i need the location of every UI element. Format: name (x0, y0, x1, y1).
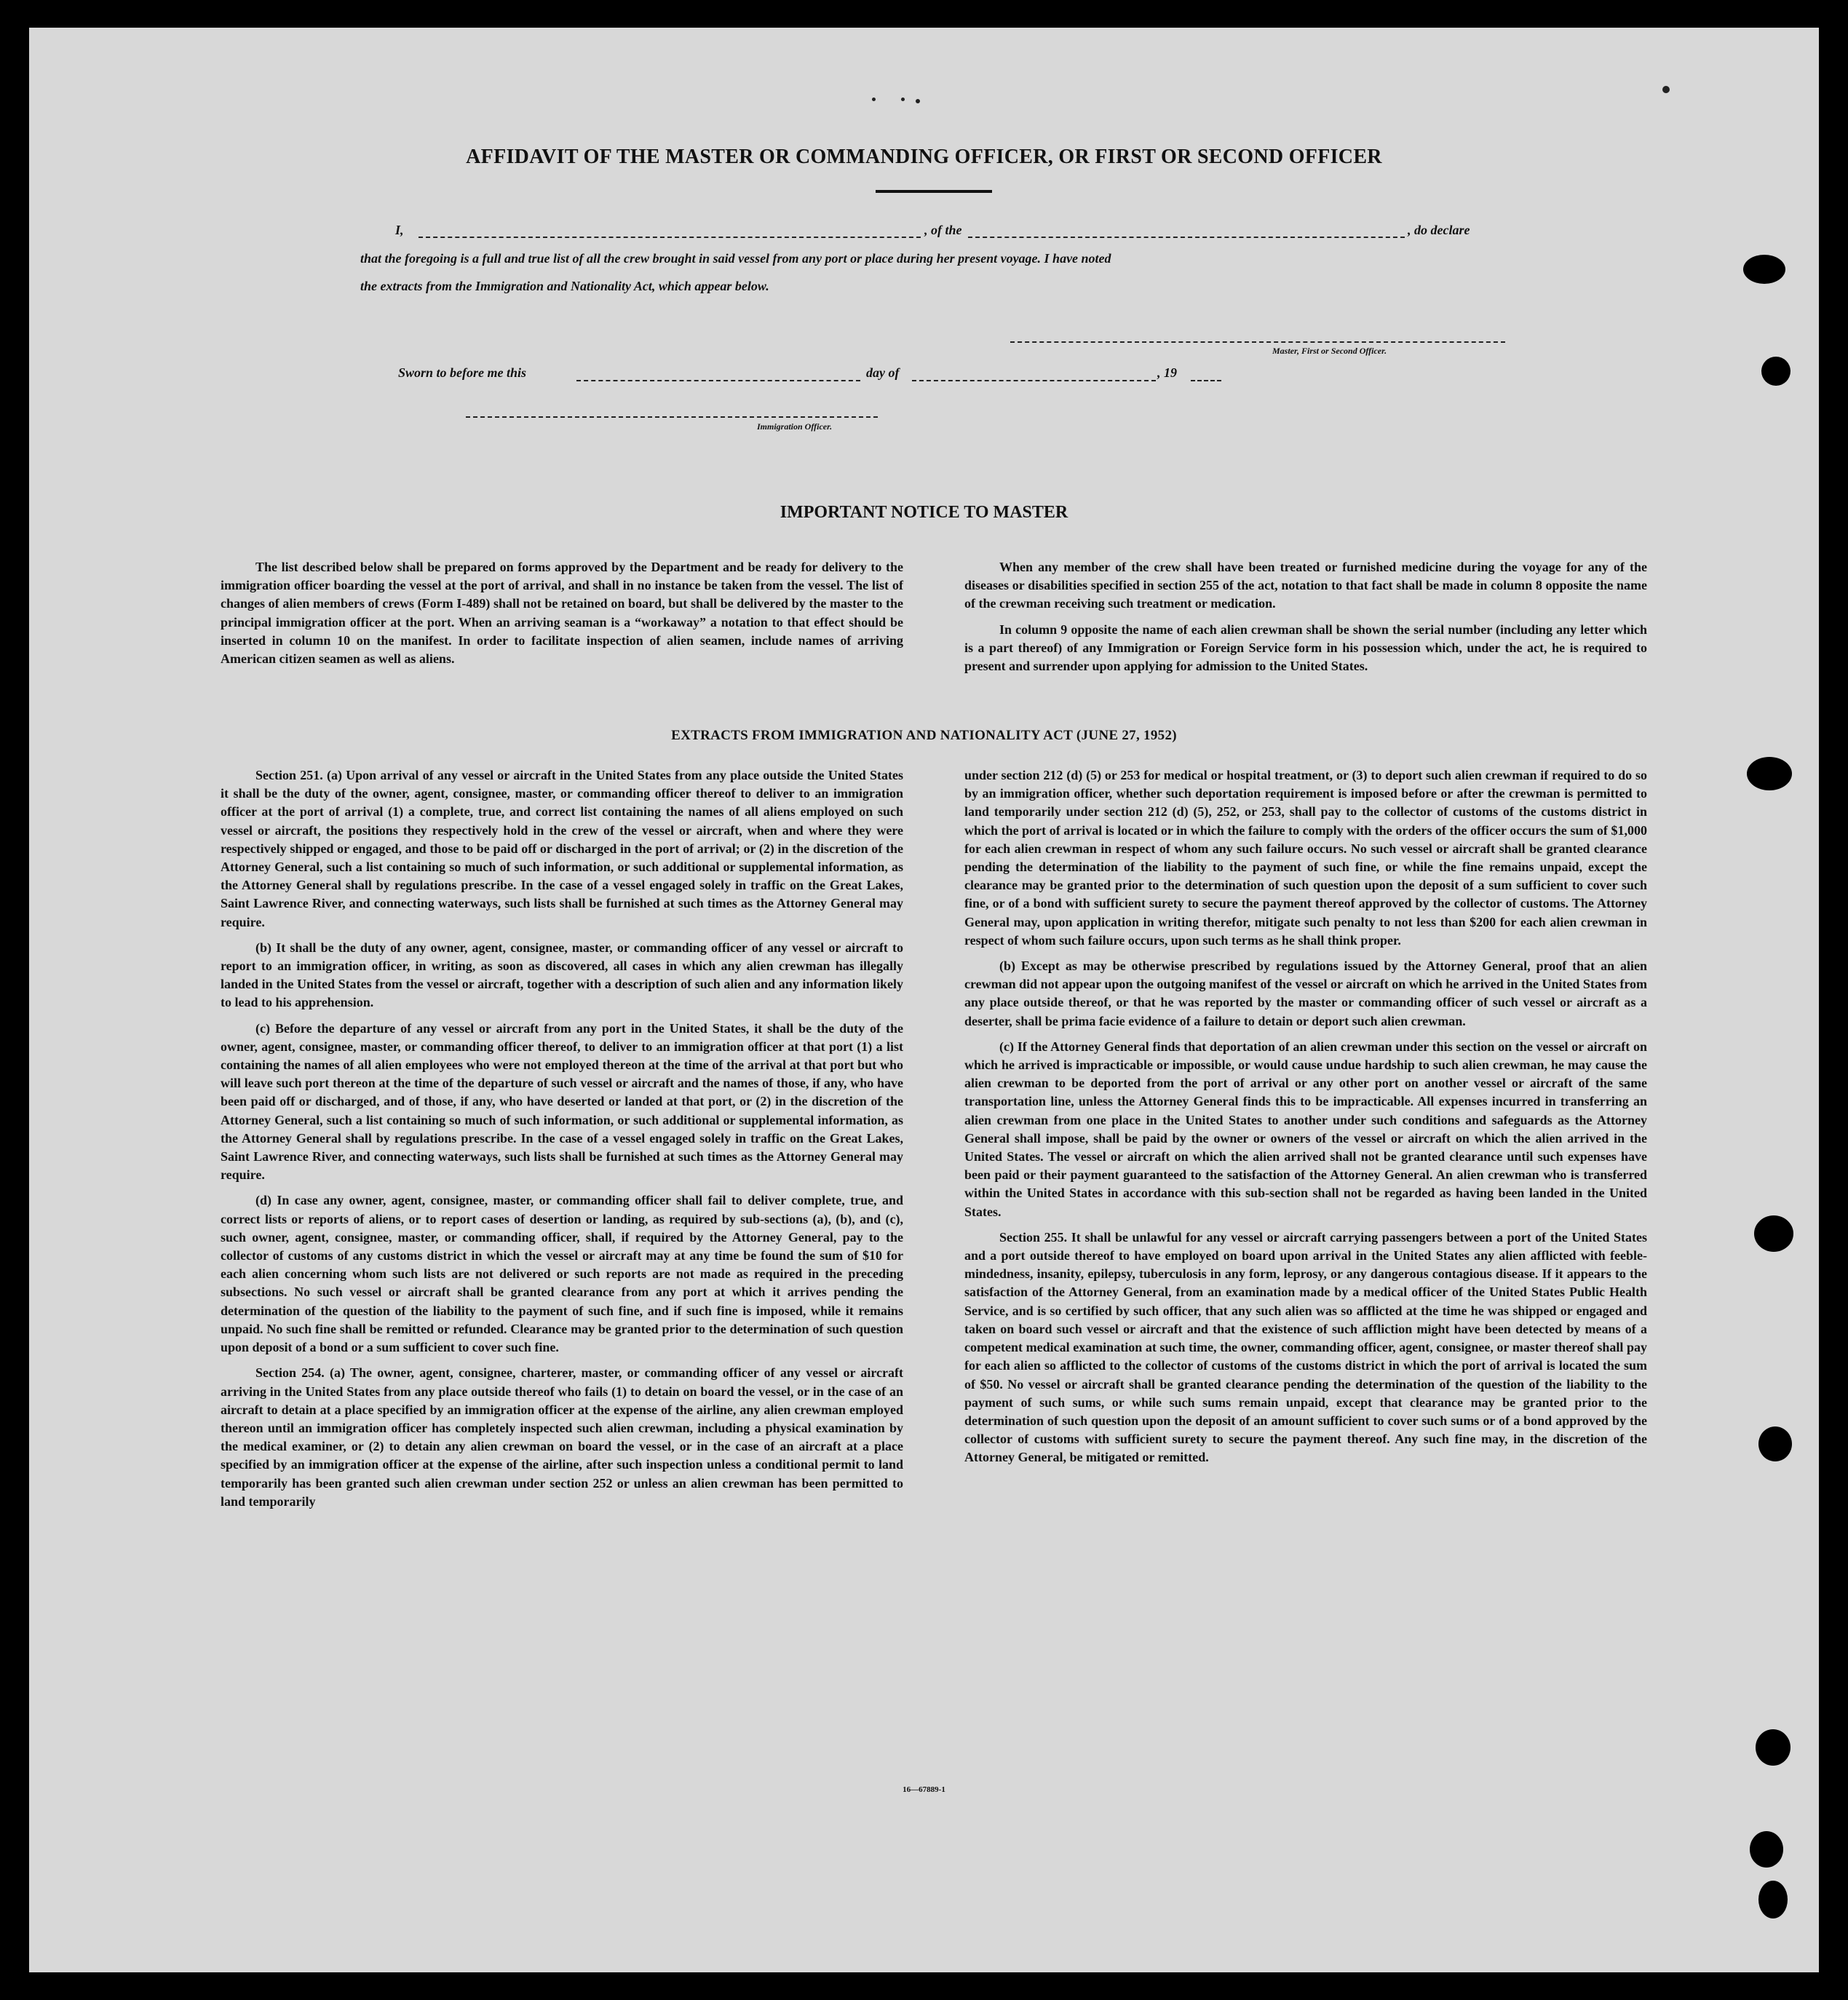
sworn-month-blank[interactable] (912, 380, 1156, 381)
scan-speck (872, 98, 876, 101)
do-declare-label: , do declare (1408, 223, 1470, 237)
punch-hole-artifact (1761, 357, 1791, 386)
sworn-day-blank[interactable] (576, 380, 860, 381)
year-label: , 19 (1157, 365, 1177, 380)
of-the-label: , of the (924, 223, 962, 237)
extract-paragraph: (c) Before the departure of any vessel or aircraft from any port in the United States, it shall be the duty of the owner, agent, consignee, master, or commanding officer thereof, to deliver to an immigration officer at that port (1) a list containing the names of all alien employees who were not employed thereon at the time of the arrival at that port but who will leave such port thereon at the time of the departure of such vessel or aircraft and the names of those, if any, who have been paid off or discharged, and of those, if any, who have deserted or landed at that port, or (2) in the discretion of the Attorney General, such a list containing so much of such information, or such additional or supplemental information, as the Attorney General shall by regulations prescribe. In the case of a vessel engaged solely in traffic on the Great Lakes, Saint Lawrence River, and connecting waterways, such lists shall be furnished at such times as the Attorney General may require. (221, 1020, 903, 1183)
affidavit-body-line-2: the extracts from the Immigration and Nationality Act, which appear below. (360, 279, 769, 293)
extract-paragraph: (b) It shall be the duty of any owner, agent, consignee, master, or commanding officer of any vessel or aircraft to report to an immigration officer, in writing, as soon as discovered, all cases in which any alien crewman has illegally landed in the United States from the vessel or aircraft, together with a description of such alien and any information likely to lead to his apprehension. (221, 940, 903, 1010)
notice-left-column (221, 558, 903, 668)
document-page (29, 28, 1819, 1972)
scan-speck (916, 99, 920, 103)
extracts-heading: EXTRACTS FROM IMMIGRATION AND NATIONALITY ACT (JUNE 27, 1952) (671, 728, 1177, 743)
vessel-blank[interactable] (968, 237, 1405, 238)
officer-caption: Immigration Officer. (757, 421, 833, 432)
punch-hole-artifact (1747, 757, 1792, 790)
extract-paragraph: Section 254. (a) The owner, agent, consignee, charterer, master, or commanding officer of any vessel or aircraft arriving in the United States from any place outside thereof who fails (1) to detain on board the vessel, or in the case of an aircraft to detain at a place specified by an immigration officer at the expense of the airline, any alien crewman employed thereon until an immigration officer has completely inspected such alien crewman, including a physical examination by the medical examiner, or (2) to detain any alien crewman on board the vessel, or in the case of an aircraft at a place specified by an immigration officer at the expense of the airline, after such inspection unless a conditional permit to land temporarily has been granted such alien crewman under section 252 or unless an alien crewman has been permitted to land temporarily (221, 1365, 903, 1509)
master-caption: Master, First or Second Officer. (1272, 346, 1387, 356)
extract-paragraph: (c) If the Attorney General finds that deportation of an alien crewman under this section on the vessel or aircraft on which he arrived is impracticable or impossible, or would cause undue hardship to such alien crewman, he may cause the alien crewman to be deported from the port of arrival or any other port on another vessel or aircraft of the same transportation line, unless the Attorney General finds this to be impracticable. All expenses incurred in transferring an alien crewman from one place in the United States to another under such conditions and safeguards as the Attorney General shall impose, shall be paid by the owner or owners of the vessel or aircraft on which the alien arrived in the United States. The vessel or aircraft on which the alien arrived shall not be granted clearance until such expenses have been paid or their payment guaranteed to the satisfaction of the Attorney General. An alien crewman who is transferred within the United States in accordance with this sub-section shall not be regarded as having been landed in the United States. (964, 1039, 1647, 1219)
scan-speck (901, 98, 905, 101)
notice-right-paragraph-2: In column 9 opposite the name of each alien crewman shall be shown the serial number (including any letter which is a part thereof) of any Immigration or Foreign Service form in his possession which, under the act, he is required to present and surrender upon applying for admission to the United States. (964, 622, 1647, 674)
affidavit-title: AFFIDAVIT OF THE MASTER OR COMMANDING OFFICER, OR FIRST OR SECOND OFFICER (466, 146, 1382, 168)
day-of-label: day of (866, 365, 900, 380)
affidavit-body-line-1: that the foregoing is a full and true list of all the crew brought in said vessel from any port or place during her present voyage. I have noted (360, 251, 1111, 266)
punch-hole-artifact (1754, 1215, 1793, 1252)
master-signature-blank[interactable] (1010, 341, 1505, 343)
year-blank[interactable] (1191, 380, 1221, 381)
punch-hole-artifact (1758, 1881, 1788, 1918)
punch-hole-artifact (1756, 1729, 1791, 1766)
notice-right-column (964, 558, 1647, 675)
extract-paragraph: Section 251. (a) Upon arrival of any vessel or aircraft in the United States from any place outside the United States it shall be the duty of the owner, agent, consignee, master, or commanding officer thereof to deliver to an immigration officer at the port of arrival (1) a complete, true, and correct list containing the names of all aliens employed on such vessel or aircraft, the positions they respectively hold in the crew of the vessel or aircraft, when and where they were respectively shipped or engaged, and those to be paid off or discharged in the port of arrival; or (2) in the discretion of the Attorney General, such a list containing so much of such information, or such additional or supplemental information, as the Attorney General shall by regulations prescribe. In the case of a vessel engaged solely in traffic on the Great Lakes, Saint Lawrence River, and connecting waterways, such lists shall be furnished at such times as the Attorney General may require. (221, 768, 903, 929)
notice-left-paragraph: The list described below shall be prepared on forms approved by the Department and be ready for delivery to the immigration officer boarding the vessel at the port of arrival, and shall in no instance be taken from the vessel. The list of changes of alien members of crews (Form I-489) shall not be retained on board, but shall be delivered by the master to the principal immigration officer at the port. When an arriving seaman is a “workaway” a notation to that effect should be inserted in column 10 on the manifest. In order to facilitate inspection of alien seamen, include names of arriving American citizen seamen as well as aliens. (221, 560, 903, 667)
extract-paragraph: (d) In case any owner, agent, consignee, master, or commanding officer shall fail to deliver complete, true, and correct lists or reports of aliens, or to report cases of desertion or landing, as required by sub-sections (a), (b), and (c), such owner, agent, consignee, master, or commanding officer, shall, if required by the Attorney General, pay to the collector of customs of any customs district in which the vessel or aircraft may at any time be found the sum of $10 for each alien concerning whom such lists are not delivered or such reports are not made as required in the preceding subsections. No such vessel or aircraft shall be granted clearance from any port at which it arrives pending the determination of the question of the liability to the payment of such fine, and if such fine is imposed, while it remains unpaid. No such fine shall be remitted or refunded. Clearance may be granted prior to the determination of such question upon deposit of a bond or a sum sufficient to cover such fine. (221, 1193, 903, 1355)
punch-hole-artifact (1743, 255, 1785, 284)
sworn-label: Sworn to before me this (398, 365, 527, 380)
extracts-right-column (964, 766, 1647, 1467)
extract-paragraph: under section 212 (d) (5) or 253 for medical or hospital treatment, or (3) to deport such alien crewman if required to do so by an immigration officer, whether such deportation requirement is imposed before or after the crewman is permitted to land temporarily under section 212 (d) (5), 252, or 253, shall pay to the collector of customs of the customs district in which the port of arrival is located or in which the failure to comply with the orders of the officer occurs the sum of $1,000 for each alien crewman in respect of whom any such failure occurs. No such vessel or aircraft shall be granted clearance pending the determination of the liability to the payment of such fine, or while the fine remains unpaid, except the clearance may be granted prior to the determination of such question upon the deposit of a sum sufficient to cover such fine, or of a bond with sufficient surety to secure the payment thereof approved by the collector of customs. The Attorney General may, upon application in writing therefor, mitigate such penalty to not less than $200 for each alien crewman in respect of whom such failure occurs, upon such terms as he shall think proper. (964, 768, 1647, 948)
punch-hole-artifact (1750, 1831, 1783, 1868)
punch-hole-artifact (1758, 1426, 1792, 1461)
extracts-left-column (221, 766, 903, 1511)
form-number: 16—67889-1 (903, 1785, 945, 1794)
name-blank[interactable] (419, 237, 921, 238)
title-underline (876, 190, 992, 193)
notice-heading: IMPORTANT NOTICE TO MASTER (780, 503, 1068, 522)
immigration-officer-signature-blank[interactable] (466, 416, 878, 418)
extract-paragraph: (b) Except as may be otherwise prescribed by regulations issued by the Attorney General, proof that an alien crewman did not appear upon the outgoing manifest of the vessel or aircraft on which he arrived in the United States from any place outside thereof, or that he was reported by the master or commanding officer of such vessel or aircraft as a deserter, shall be prima facie evidence of a failure to detain or deport such alien crewman. (964, 959, 1647, 1028)
i-label: I, (395, 223, 404, 237)
notice-right-paragraph-1: When any member of the crew shall have been treated or furnished medicine during the voyage for any of the diseases or disabilities specified in section 255 of the act, notation to that fact shall be made in column 8 opposite the name of the crewman receiving such treatment or medication. (964, 560, 1647, 611)
scan-speck (1662, 86, 1670, 93)
extract-paragraph: Section 255. It shall be unlawful for any vessel or aircraft carrying passengers between a port of the United States and a port outside thereof to have employed on board upon arrival in the United States any alien afflicted with feeble-mindedness, insanity, epilepsy, tuberculosis in any form, leprosy, or any dangerous contagious disease. If it appears to the satisfaction of the Attorney General, from an examination made by a medical officer of the United States Public Health Service, and is so certified by such officer, that any such alien was so afflicted at the time he was shipped or engaged and taken on board such vessel or aircraft and that the existence of such affliction might have been detected by means of a competent medical examination at such time, the owner, commanding officer, agent, consignee, or master thereof shall pay for each alien so afflicted to the collector of customs of the customs district in which the port of arrival is located the sum of $50. No vessel or aircraft shall be granted clearance pending the determination of the question of the liability to the payment of such sums, or while such sums remain unpaid, except that clearance may be granted prior to the determination of such question upon the deposit of an amount sufficient to cover such sums or of a bond approved by the collector of customs with sufficient surety to secure the payment thereof. Any such fine may, in the discretion of the Attorney General, be mitigated or remitted. (964, 1229, 1647, 1465)
